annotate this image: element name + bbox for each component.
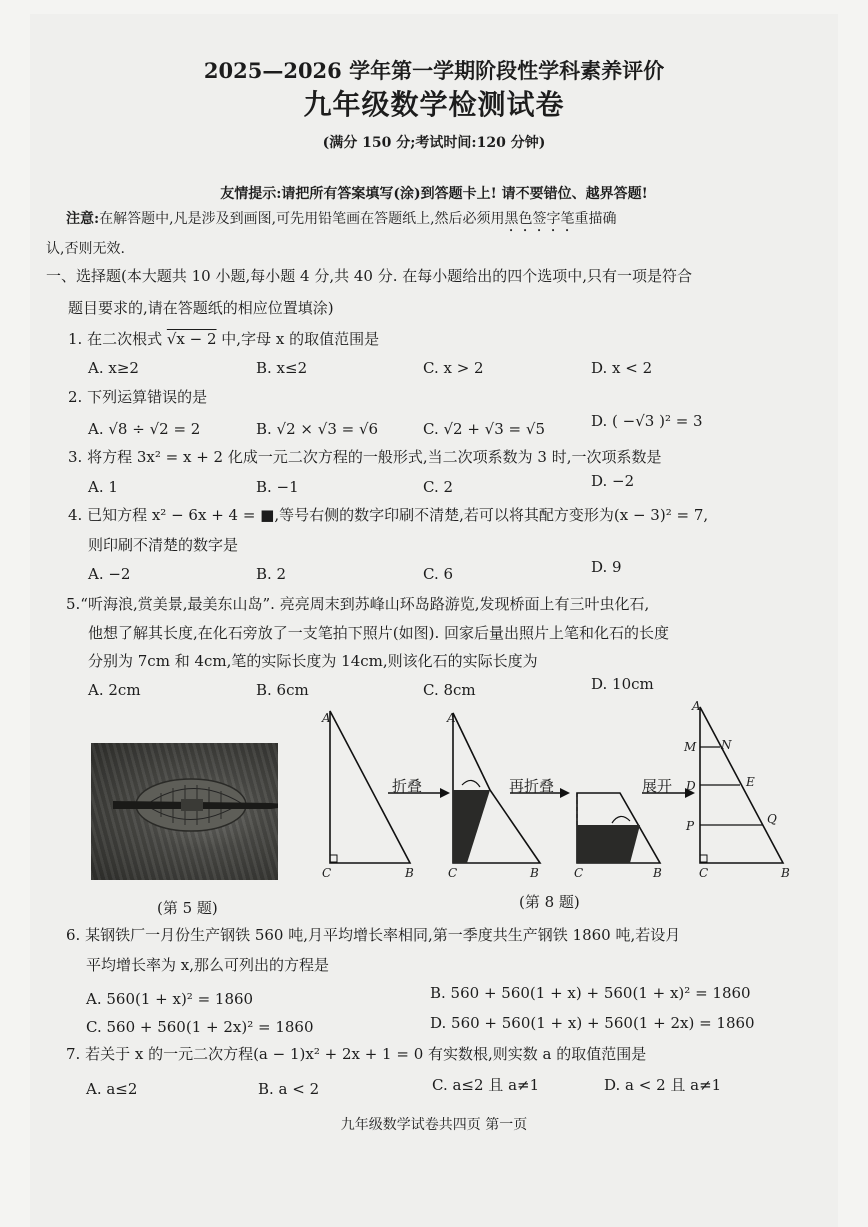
q1-stem-b: 中,字母 x 的取值范围是 [216, 330, 380, 348]
q4-option-b: B. 2 [256, 565, 287, 583]
q6-option-b: B. 560 + 560(1 + x) + 560(1 + x)² = 1860 [430, 984, 751, 1002]
q7-option-c: C. a≤2 且 a≠1 [432, 1076, 540, 1094]
friendly-tip: 友情提示:请把所有答案填写(涂)到答题卡上! 请不要错位、越界答题! [220, 186, 648, 202]
label-c-3: C [574, 866, 584, 880]
section1-title: 一、选择题(本大题共 10 小题,每小题 4 分,共 40 分. 在每小题给出的四个选项中,只有一项是符合 [46, 267, 693, 285]
q7-option-d: D. a < 2 且 a≠1 [604, 1076, 722, 1094]
q1-stem-a: 1. 在二次根式 [68, 330, 167, 348]
q1-option-a: A. x≥2 [88, 359, 139, 377]
q5-option-b: B. 6cm [256, 681, 309, 699]
q3-option-c: C. 2 [423, 478, 454, 496]
q5-stem-2: 他想了解其长度,在化石旁放了一支笔拍下照片(如图). 回家后量出照片上笔和化石的长度 [88, 624, 670, 642]
fossil-photo [91, 743, 278, 880]
label-b-4: B [781, 866, 790, 880]
arrow-label-fold: 折叠 [392, 777, 423, 795]
label-c-4: C [699, 866, 709, 880]
q5-option-d: D. 10cm [591, 675, 654, 693]
fossil-pen-drawing [91, 743, 278, 880]
q1-option-b: B. x≤2 [256, 359, 308, 377]
q1-radical: √x − 2 [166, 330, 217, 348]
exam-score-time: (满分 150 分;考试时间:120 分钟) [322, 135, 546, 151]
note-text-2: 重描确 [574, 211, 617, 227]
q3-option-a: A. 1 [88, 478, 118, 496]
q6-option-a: A. 560(1 + x)² = 1860 [86, 990, 254, 1008]
label-b-1: B [405, 866, 414, 880]
section1-title-2: 题目要求的,请在答题纸的相应位置填涂) [68, 299, 334, 317]
arrow-label-refold: 再折叠 [509, 777, 555, 795]
q2-option-b: B. √2 × √3 = √6 [256, 420, 379, 438]
label-b-3: B [653, 866, 662, 880]
label-e: E [746, 775, 755, 789]
caption-q8: (第 8 题) [519, 893, 580, 911]
label-d: D [686, 779, 696, 793]
note-text-1: 在解答题中,凡是涉及到画图,可先用铅笔画在答题纸上,然后必须用 [99, 211, 505, 227]
q6-option-d: D. 560 + 560(1 + x) + 560(1 + 2x) = 1860 [430, 1014, 755, 1032]
q5-stem: 5.“听海浪,赏美景,最美东山岛”. 亮亮周末到苏峰山环岛路游览,发现桥面上有三叶虫化石, [66, 595, 650, 613]
q4-option-d: D. 9 [591, 558, 622, 576]
q7-option-b: B. a < 2 [258, 1080, 320, 1098]
page-footer: 九年级数学试卷共四页 第一页 [340, 1117, 528, 1133]
q1-option-c: C. x > 2 [423, 359, 484, 377]
q2-option-c: C. √2 + √3 = √5 [423, 420, 545, 438]
exam-term-title: 2025—2026 学年第一学期阶段性学科素养评价 [203, 58, 665, 83]
caption-q5: (第 5 题) [157, 899, 218, 917]
note-line-2: 认,否则无效. [46, 241, 125, 257]
label-m: M [684, 740, 697, 754]
label-q: Q [767, 812, 777, 826]
q1-stem [68, 330, 379, 348]
q4-stem-2: 则印刷不清楚的数字是 [88, 536, 239, 554]
q3-option-b: B. −1 [256, 478, 299, 496]
q4-option-c: C. 6 [423, 565, 454, 583]
q3-stem: 3. 将方程 3x² = x + 2 化成一元二次方程的一般形式,当二次项系数为 3 时,一次项系数是 [68, 448, 662, 466]
note-emphasis: 黑色签字笔 [504, 211, 575, 227]
label-a-1: A [322, 711, 331, 725]
q2-option-d: D. ( −√3 )² = 3 [591, 412, 703, 430]
q6-stem: 6. 某钢铁厂一月份生产钢铁 560 吨,月平均增长率相同,第一季度共生产钢铁 1860 吨,若设月 [66, 926, 681, 944]
q5-option-c: C. 8cm [423, 681, 476, 699]
q5-option-a: A. 2cm [88, 681, 141, 699]
q4-stem: 4. 已知方程 x² − 6x + 4 = ■,等号右侧的数字印刷不清楚,若可以将其配方变形为(x − 3)² = 7, [68, 506, 709, 524]
label-a-2: A [447, 711, 456, 725]
label-n: N [721, 738, 732, 752]
label-b-2: B [530, 866, 539, 880]
q2-option-a: A. √8 ÷ √2 = 2 [88, 420, 201, 438]
exam-title: 九年级数学检测试卷 [303, 88, 565, 121]
label-c-2: C [448, 866, 458, 880]
q7-stem: 7. 若关于 x 的一元二次方程(a − 1)x² + 2x + 1 = 0 有实数根,则实数 a 的取值范围是 [66, 1045, 647, 1063]
note-label: 注意: [66, 211, 100, 227]
label-p: P [686, 819, 695, 833]
q1-option-d: D. x < 2 [591, 359, 653, 377]
q2-stem: 2. 下列运算错误的是 [68, 388, 208, 406]
label-c-1: C [322, 866, 332, 880]
arrow-label-unfold: 展开 [642, 777, 673, 795]
q6-option-c: C. 560 + 560(1 + 2x)² = 1860 [86, 1018, 314, 1036]
q4-option-a: A. −2 [88, 565, 131, 583]
q6-stem-2: 平均增长率为 x,那么可列出的方程是 [86, 956, 329, 974]
note-line-1 [66, 210, 617, 235]
q3-option-d: D. −2 [591, 472, 635, 490]
q7-option-a: A. a≤2 [86, 1080, 138, 1098]
q5-stem-3: 分别为 7cm 和 4cm,笔的实际长度为 14cm,则该化石的实际长度为 [88, 652, 538, 670]
label-a-4: A [692, 699, 701, 713]
